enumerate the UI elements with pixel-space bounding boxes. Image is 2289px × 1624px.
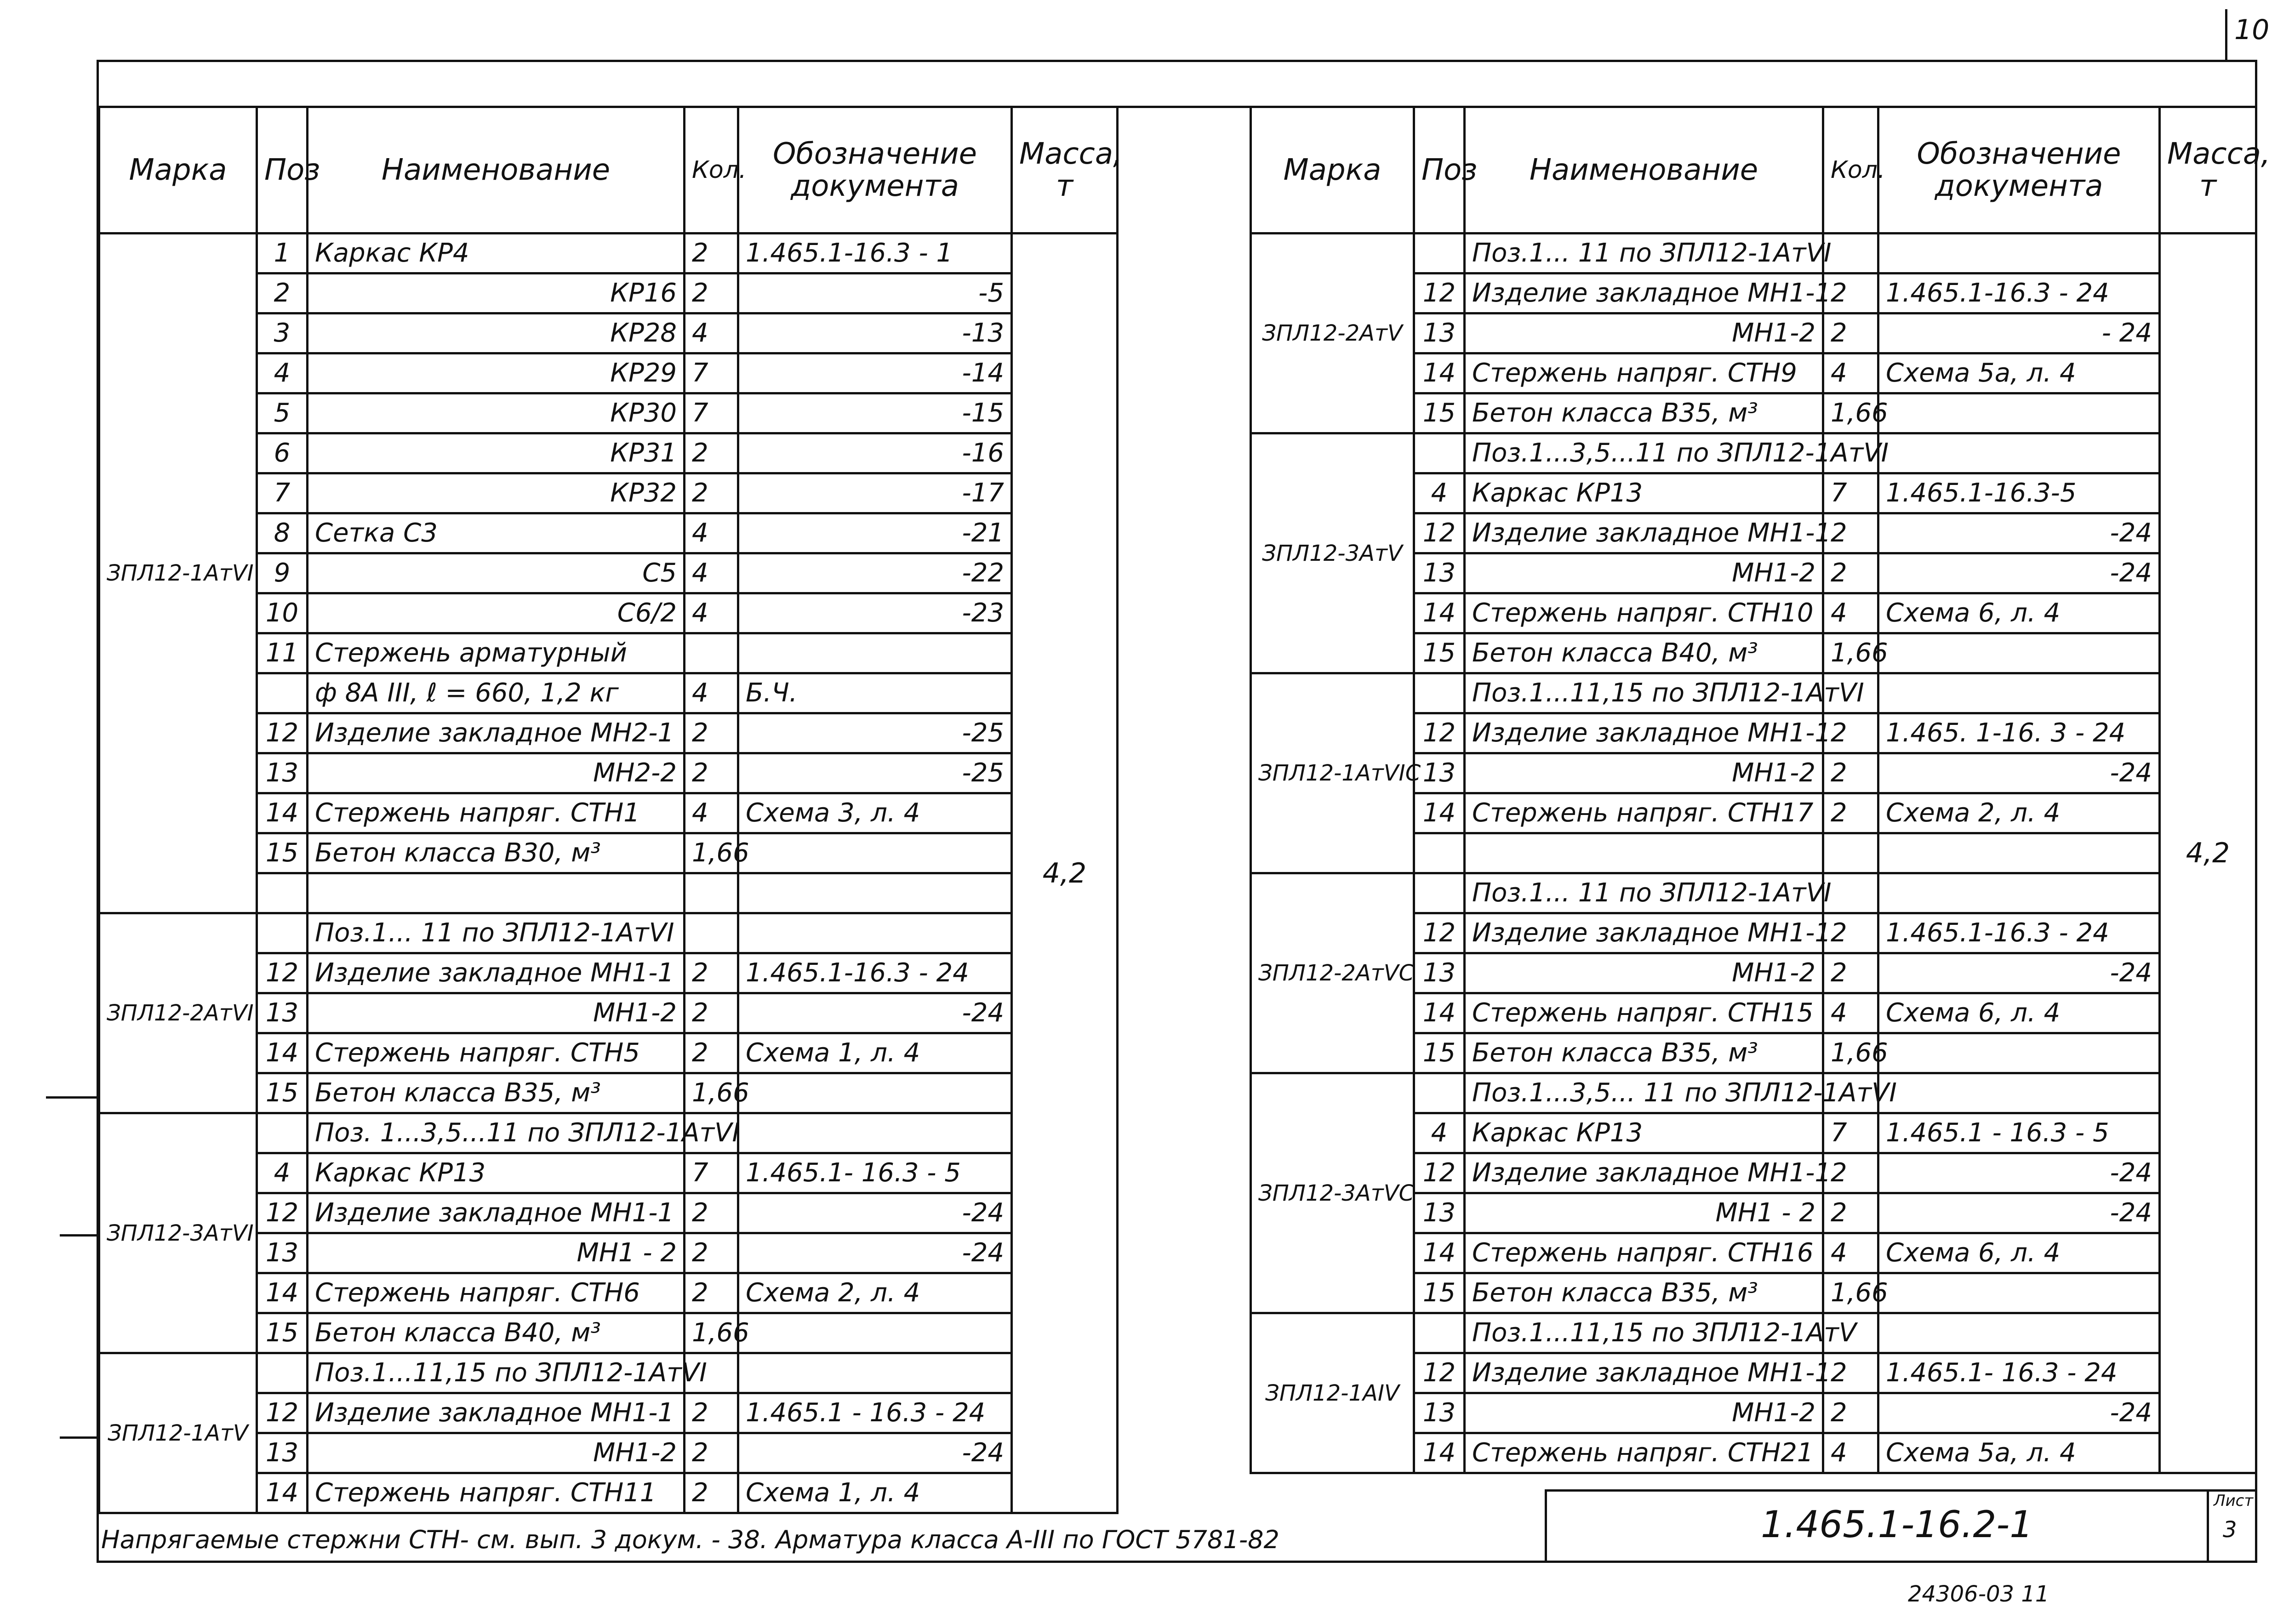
col-header-poz: Поз	[1414, 107, 1465, 234]
poz-cell	[1414, 1073, 1465, 1113]
poz-cell: 13	[1414, 953, 1465, 993]
page-number-divider	[2225, 9, 2227, 60]
oboz-cell: 1.465.1-16.3 - 1	[738, 234, 1012, 274]
naim-cell: МН1-2	[1465, 753, 1823, 793]
col-header-poz: Поз	[257, 107, 308, 234]
oboz-cell: - 24	[1878, 313, 2160, 353]
kol-cell: 2	[685, 953, 738, 993]
naim-cell: Каркас КР13	[308, 1153, 685, 1193]
poz-cell: 13	[257, 1433, 308, 1473]
oboz-cell	[738, 873, 1012, 913]
oboz-cell: Схема 6, л. 4	[1878, 993, 2160, 1033]
naim-cell: КР16	[308, 274, 685, 313]
poz-cell: 13	[1414, 1393, 1465, 1433]
naim-cell: КР30	[308, 393, 685, 433]
kol-cell: 2	[1823, 713, 1878, 753]
kol-cell: 2	[1823, 274, 1878, 313]
oboz-cell	[738, 633, 1012, 673]
oboz-cell	[1878, 1033, 2160, 1073]
marka-cell: ЗПЛ12-1АтV	[99, 1353, 257, 1513]
oboz-cell: 1.465.1-16.3 - 24	[738, 953, 1012, 993]
kol-cell: 2	[685, 1193, 738, 1233]
oboz-cell: -24	[1878, 1393, 2160, 1433]
table-row	[99, 1353, 1118, 1393]
frame-bottom-line	[97, 1561, 2257, 1563]
oboz-cell: Схема 5а, л. 4	[1878, 353, 2160, 393]
left-spec-table	[98, 106, 1123, 1514]
poz-cell: 6	[257, 433, 308, 473]
kol-cell	[685, 873, 738, 913]
kol-cell: 2	[1823, 513, 1878, 553]
kol-cell: 1,66	[1823, 1033, 1878, 1073]
poz-cell: 3	[257, 313, 308, 353]
naim-cell: МН1-2	[1465, 313, 1823, 353]
kol-cell: 2	[1823, 1393, 1878, 1433]
kol-cell: 4	[685, 553, 738, 593]
naim-cell: Стержень арматурный	[308, 633, 685, 673]
oboz-cell: -24	[738, 993, 1012, 1033]
oboz-cell: -22	[738, 553, 1012, 593]
poz-cell: 2	[257, 274, 308, 313]
kol-cell: 7	[1823, 1113, 1878, 1153]
oboz-cell: -24	[738, 1193, 1012, 1233]
poz-cell	[257, 1113, 308, 1153]
naim-cell: Изделие закладное МН1-1	[1465, 713, 1823, 753]
oboz-cell: -24	[1878, 513, 2160, 553]
oboz-cell	[1878, 393, 2160, 433]
poz-cell: 14	[1414, 1433, 1465, 1473]
oboz-cell: 1.465.1-16.3-5	[1878, 473, 2160, 513]
oboz-cell	[738, 1313, 1012, 1353]
kol-cell: 7	[685, 353, 738, 393]
naim-cell: Поз.1... 11 по ЗПЛ12-1АтVI	[1465, 873, 1823, 913]
kol-cell	[685, 913, 738, 953]
frame-top-line	[97, 60, 2257, 62]
poz-cell: 12	[1414, 1353, 1465, 1393]
kol-cell: 4	[685, 313, 738, 353]
poz-cell: 14	[1414, 593, 1465, 633]
kol-cell: 4	[1823, 1233, 1878, 1273]
poz-cell: 13	[1414, 553, 1465, 593]
poz-cell: 14	[257, 793, 308, 833]
oboz-cell: -13	[738, 313, 1012, 353]
poz-cell	[1414, 833, 1465, 873]
kol-cell: 4	[1823, 1433, 1878, 1473]
kol-cell	[685, 633, 738, 673]
poz-cell: 13	[1414, 753, 1465, 793]
kol-cell: 2	[1823, 1193, 1878, 1233]
marka-cell: ЗПЛ12-3АтVС	[1251, 1073, 1414, 1313]
kol-cell: 2	[685, 1233, 738, 1273]
naim-cell: Стержень напряг. СТН11	[308, 1473, 685, 1513]
poz-cell: 15	[1414, 393, 1465, 433]
poz-cell: 12	[257, 953, 308, 993]
table-row	[1251, 1073, 2256, 1113]
poz-cell: 15	[1414, 1273, 1465, 1313]
naim-cell: МН2-2	[308, 753, 685, 793]
poz-cell	[1414, 234, 1465, 274]
kol-cell: 2	[685, 1273, 738, 1313]
poz-cell	[1414, 1313, 1465, 1353]
oboz-cell: -24	[738, 1433, 1012, 1473]
left-table-header	[99, 107, 1118, 234]
sheet-label: Лист	[2214, 1492, 2254, 1510]
poz-cell: 4	[1414, 1113, 1465, 1153]
oboz-cell: -25	[738, 753, 1012, 793]
poz-cell: 14	[257, 1473, 308, 1513]
naim-cell: Стержень напряг. СТН5	[308, 1033, 685, 1073]
poz-cell: 5	[257, 393, 308, 433]
oboz-cell: -25	[738, 713, 1012, 753]
table-row	[99, 913, 1118, 953]
poz-cell: 15	[257, 833, 308, 873]
poz-cell: 12	[1414, 713, 1465, 753]
poz-cell: 14	[1414, 793, 1465, 833]
oboz-cell: 1.465.1 - 16.3 - 5	[1878, 1113, 2160, 1153]
marka-cell: ЗПЛ12-1АIV	[1251, 1313, 1414, 1473]
naim-cell: Изделие закладное МН1-1	[1465, 513, 1823, 553]
naim-cell: Поз. 1...3,5...11 по ЗПЛ12-1АтVI	[308, 1113, 685, 1153]
oboz-cell	[1878, 234, 2160, 274]
right-spec-table	[1250, 106, 2271, 1474]
marka-cell: ЗПЛ12-2АтVI	[99, 913, 257, 1113]
kol-cell: 7	[685, 393, 738, 433]
kol-cell: 4	[1823, 593, 1878, 633]
kol-cell: 4	[1823, 353, 1878, 393]
naim-cell: Каркас КР13	[1465, 473, 1823, 513]
poz-cell: 12	[1414, 913, 1465, 953]
oboz-cell: -24	[1878, 953, 2160, 993]
oboz-cell: -24	[1878, 1193, 2160, 1233]
poz-cell: 12	[1414, 274, 1465, 313]
poz-cell: 13	[257, 993, 308, 1033]
naim-cell: МН1 - 2	[1465, 1193, 1823, 1233]
col-header-marka: Марка	[1251, 107, 1414, 234]
oboz-cell: -24	[1878, 1153, 2160, 1193]
kol-cell: 2	[1823, 1153, 1878, 1193]
poz-cell: 13	[1414, 1193, 1465, 1233]
naim-cell: МН1-2	[1465, 553, 1823, 593]
col-header-massa: Масса, т	[2160, 107, 2256, 234]
kol-cell: 2	[685, 433, 738, 473]
marka-cell: ЗПЛ12-2АтVС	[1251, 873, 1414, 1073]
poz-cell: 15	[1414, 633, 1465, 673]
margin-tick	[60, 1436, 97, 1439]
margin-tick	[46, 1096, 97, 1099]
kol-cell: 4	[685, 793, 738, 833]
table-row	[1251, 234, 2256, 274]
kol-cell: 2	[685, 713, 738, 753]
poz-cell: 14	[257, 1033, 308, 1073]
naim-cell: Стержень напряг. СТН15	[1465, 993, 1823, 1033]
right-table-header	[1251, 107, 2256, 234]
poz-cell: 13	[257, 1233, 308, 1273]
naim-cell: Бетон класса В35, м³	[1465, 1273, 1823, 1313]
oboz-cell: -14	[738, 353, 1012, 393]
sheet-number: 3	[2223, 1517, 2237, 1543]
table-row	[1251, 873, 2256, 913]
marka-cell: ЗПЛ12-1АтVI	[99, 234, 257, 913]
poz-cell: 12	[257, 713, 308, 753]
oboz-cell: 1.465. 1-16. 3 - 24	[1878, 713, 2160, 753]
kol-cell	[1823, 234, 1878, 274]
footnote: Напрягаемые стержни СТН- см. вып. 3 докум. - 38. Арматура класса А-III по ГОСТ 5781-82	[101, 1525, 1279, 1554]
oboz-cell: -24	[738, 1233, 1012, 1273]
kol-cell: 7	[1823, 473, 1878, 513]
oboz-cell	[738, 913, 1012, 953]
poz-cell: 14	[1414, 353, 1465, 393]
oboz-cell: Схема 2, л. 4	[738, 1273, 1012, 1313]
oboz-cell: 1.465.1 - 16.3 - 24	[738, 1393, 1012, 1433]
kol-cell: 1,66	[1823, 633, 1878, 673]
naim-cell: КР31	[308, 433, 685, 473]
col-header-naim: Наименование	[308, 107, 685, 234]
naim-cell: Изделие закладное МН1-1	[1465, 1153, 1823, 1193]
naim-cell: Изделие закладное МН1-1	[1465, 913, 1823, 953]
oboz-cell: Схема 6, л. 4	[1878, 593, 2160, 633]
kol-cell: 2	[685, 473, 738, 513]
kol-cell: 2	[685, 993, 738, 1033]
kol-cell: 2	[1823, 313, 1878, 353]
oboz-cell: -24	[1878, 753, 2160, 793]
kol-cell: 4	[1823, 993, 1878, 1033]
oboz-cell: -24	[1878, 553, 2160, 593]
naim-cell: Изделие закладное МН1-1	[308, 953, 685, 993]
table-row	[1251, 433, 2256, 473]
naim-cell: Бетон класса В35, м³	[1465, 393, 1823, 433]
kol-cell: 2	[1823, 553, 1878, 593]
naim-cell	[308, 873, 685, 913]
oboz-cell: -5	[738, 274, 1012, 313]
naim-cell: С5	[308, 553, 685, 593]
kol-cell: 4	[685, 513, 738, 553]
oboz-cell	[1878, 1313, 2160, 1353]
kol-cell: 2	[685, 1393, 738, 1433]
poz-cell: 13	[257, 753, 308, 793]
poz-cell: 7	[257, 473, 308, 513]
naim-cell: МН1-2	[1465, 953, 1823, 993]
table-row	[1251, 1313, 2256, 1353]
col-header-massa: Масса, т	[1012, 107, 1118, 234]
poz-cell	[1414, 433, 1465, 473]
naim-cell: Поз.1... 11 по ЗПЛ12-1АтVI	[1465, 234, 1823, 274]
naim-cell: Бетон класса В35, м³	[308, 1073, 685, 1113]
naim-cell: Поз.1... 11 по ЗПЛ12-1АтVI	[308, 913, 685, 953]
naim-cell: С6/2	[308, 593, 685, 633]
poz-cell: 4	[257, 353, 308, 393]
naim-cell: МН1-2	[308, 1433, 685, 1473]
oboz-cell: 1.465.1-16.3 - 24	[1878, 913, 2160, 953]
oboz-cell	[1878, 833, 2160, 873]
kol-cell: 2	[685, 234, 738, 274]
naim-cell: МН1 - 2	[308, 1233, 685, 1273]
naim-cell: Поз.1...11,15 по ЗПЛ12-1АтVI	[308, 1353, 685, 1393]
naim-cell: Изделие закладное МН1-1	[308, 1193, 685, 1233]
naim-cell: Стержень напряг. СТН21	[1465, 1433, 1823, 1473]
poz-cell	[1414, 673, 1465, 713]
oboz-cell: Схема 1, л. 4	[738, 1033, 1012, 1073]
oboz-cell: Схема 5а, л. 4	[1878, 1433, 2160, 1473]
poz-cell: 10	[257, 593, 308, 633]
kol-cell: 2	[685, 1473, 738, 1513]
poz-cell: 4	[257, 1153, 308, 1193]
naim-cell: Сетка С3	[308, 513, 685, 553]
naim-cell: МН1-2	[1465, 1393, 1823, 1433]
col-header-oboz: Обозначение документа	[1878, 107, 2160, 234]
oboz-cell	[1878, 673, 2160, 713]
oboz-cell: -23	[738, 593, 1012, 633]
oboz-cell	[1878, 433, 2160, 473]
oboz-cell: Схема 3, л. 4	[738, 793, 1012, 833]
poz-cell: 15	[1414, 1033, 1465, 1073]
oboz-cell	[738, 1113, 1012, 1153]
col-header-kol: Кол.	[1823, 107, 1878, 234]
poz-cell	[257, 1353, 308, 1393]
naim-cell: Изделие закладное МН2-1	[308, 713, 685, 753]
oboz-cell	[738, 1353, 1012, 1393]
oboz-cell	[738, 1073, 1012, 1113]
kol-cell: 2	[685, 1033, 738, 1073]
col-header-marka: Марка	[99, 107, 257, 234]
kol-cell: 7	[685, 1153, 738, 1193]
table-row	[99, 234, 1118, 274]
poz-cell	[257, 873, 308, 913]
naim-cell: КР28	[308, 313, 685, 353]
oboz-cell	[1878, 1273, 2160, 1313]
marka-cell: ЗПЛ12-1АтVIС	[1251, 673, 1414, 873]
kol-cell: 2	[685, 274, 738, 313]
naim-cell: Каркас КР13	[1465, 1113, 1823, 1153]
oboz-cell: Схема 1, л. 4	[738, 1473, 1012, 1513]
naim-cell: Стержень напряг. СТН17	[1465, 793, 1823, 833]
margin-tick	[60, 1234, 97, 1237]
oboz-cell: -21	[738, 513, 1012, 553]
naim-cell: КР32	[308, 473, 685, 513]
poz-cell: 4	[1414, 473, 1465, 513]
table-row	[99, 1113, 1118, 1153]
naim-cell: Поз.1...3,5...11 по ЗПЛ12-1АтVI	[1465, 433, 1823, 473]
document-code: 1.465.1-16.2-1	[1761, 1503, 2033, 1546]
poz-cell: 11	[257, 633, 308, 673]
kol-cell: 1,66	[685, 833, 738, 873]
naim-cell: МН1-2	[308, 993, 685, 1033]
poz-cell: 14	[1414, 1233, 1465, 1273]
oboz-cell: 1.465.1-16.3 - 24	[1878, 274, 2160, 313]
oboz-cell	[738, 833, 1012, 873]
poz-cell: 8	[257, 513, 308, 553]
poz-cell: 14	[257, 1273, 308, 1313]
kol-cell: 1,66	[1823, 1273, 1878, 1313]
poz-cell: 1	[257, 234, 308, 274]
naim-cell: Стержень напряг. СТН6	[308, 1273, 685, 1313]
kol-cell: 4	[685, 673, 738, 713]
poz-cell	[257, 673, 308, 713]
kol-cell: 2	[1823, 953, 1878, 993]
poz-cell: 14	[1414, 993, 1465, 1033]
naim-cell: Каркас КР4	[308, 234, 685, 274]
oboz-cell	[1878, 1073, 2160, 1113]
oboz-cell: Б.Ч.	[738, 673, 1012, 713]
marka-cell: ЗПЛ12-2АтV	[1251, 234, 1414, 433]
naim-cell: Бетон класса В40, м³	[1465, 633, 1823, 673]
poz-cell: 15	[257, 1073, 308, 1113]
oboz-cell: Схема 2, л. 4	[1878, 793, 2160, 833]
kol-cell	[1823, 873, 1878, 913]
poz-cell	[257, 913, 308, 953]
poz-cell: 15	[257, 1313, 308, 1353]
oboz-cell: -16	[738, 433, 1012, 473]
naim-cell: Поз.1...3,5... 11 по ЗПЛ12-1АтVI	[1465, 1073, 1823, 1113]
bottom-code: 24306-03 11	[1908, 1581, 2049, 1607]
massa-cell: 4,2	[2160, 234, 2256, 1473]
naim-cell: Поз.1...11,15 по ЗПЛ12-1АтVI	[1465, 673, 1823, 713]
massa-cell: 4,2	[1012, 234, 1118, 1513]
naim-cell: Бетон класса В30, м³	[308, 833, 685, 873]
kol-cell: 2	[685, 1433, 738, 1473]
poz-cell: 12	[257, 1193, 308, 1233]
oboz-cell: 1.465.1- 16.3 - 24	[1878, 1353, 2160, 1393]
kol-cell: 1,66	[685, 1073, 738, 1113]
kol-cell: 1,66	[685, 1313, 738, 1353]
naim-cell: Изделие закладное МН1-1	[1465, 1353, 1823, 1393]
oboz-cell: -15	[738, 393, 1012, 433]
poz-cell: 12	[1414, 1153, 1465, 1193]
poz-cell: 12	[1414, 513, 1465, 553]
naim-cell: КР29	[308, 353, 685, 393]
kol-cell: 2	[1823, 1353, 1878, 1393]
col-header-naim: Наименование	[1465, 107, 1823, 234]
naim-cell: Изделие закладное МН1-1	[308, 1393, 685, 1433]
marka-cell: ЗПЛ12-3АтV	[1251, 433, 1414, 673]
naim-cell: Поз.1...11,15 по ЗПЛ12-1АтV	[1465, 1313, 1823, 1353]
poz-cell	[1414, 873, 1465, 913]
naim-cell: Стержень напряг. СТН10	[1465, 593, 1823, 633]
page-number: 10	[2234, 14, 2270, 46]
kol-cell: 2	[1823, 753, 1878, 793]
poz-cell: 9	[257, 553, 308, 593]
kol-cell: 2	[1823, 793, 1878, 833]
marka-cell: ЗПЛ12-3АтVI	[99, 1113, 257, 1353]
poz-cell: 12	[257, 1393, 308, 1433]
naim-cell	[1465, 833, 1823, 873]
col-header-kol: Кол.	[685, 107, 738, 234]
col-header-oboz: Обозначение документа	[738, 107, 1012, 234]
naim-cell: Стержень напряг. СТН9	[1465, 353, 1823, 393]
oboz-cell: -17	[738, 473, 1012, 513]
kol-cell: 1,66	[1823, 393, 1878, 433]
oboz-cell: Схема 6, л. 4	[1878, 1233, 2160, 1273]
kol-cell: 2	[685, 753, 738, 793]
oboz-cell	[1878, 873, 2160, 913]
naim-cell: Изделие закладное МН1-1	[1465, 274, 1823, 313]
oboz-cell	[1878, 633, 2160, 673]
kol-cell	[1823, 833, 1878, 873]
kol-cell: 2	[1823, 913, 1878, 953]
oboz-cell: 1.465.1- 16.3 - 5	[738, 1153, 1012, 1193]
naim-cell: Бетон класса В40, м³	[308, 1313, 685, 1353]
poz-cell: 13	[1414, 313, 1465, 353]
kol-cell: 4	[685, 593, 738, 633]
table-row	[1251, 673, 2256, 713]
naim-cell: Стержень напряг. СТН16	[1465, 1233, 1823, 1273]
naim-cell: Стержень напряг. СТН1	[308, 793, 685, 833]
naim-cell: ф 8А III, ℓ = 660, 1,2 кг	[308, 673, 685, 713]
naim-cell: Бетон класса В35, м³	[1465, 1033, 1823, 1073]
